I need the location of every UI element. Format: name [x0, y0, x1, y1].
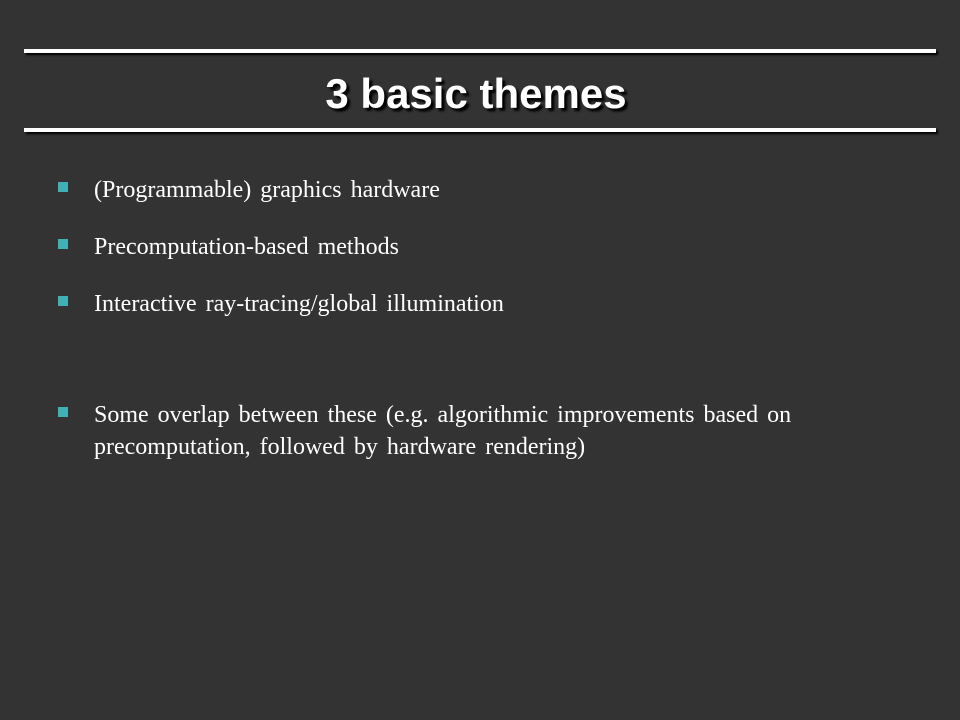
bullet-text: Precomputation-based methods [94, 234, 399, 260]
bullet-text: Interactive ray-tracing/global illumination [94, 291, 504, 317]
bullet-item-ray-tracing [58, 288, 878, 320]
title-top-rule [24, 49, 936, 53]
square-bullet-icon [58, 182, 68, 192]
bullet-list [58, 174, 878, 463]
square-bullet-icon [58, 407, 68, 417]
square-bullet-icon [58, 296, 68, 306]
bullet-text: Some overlap between these (e.g. algorithmic improvements based on precomputation, followed by hardware rendering) [94, 402, 792, 460]
bullet-item-overlap [58, 399, 878, 463]
bullet-item-graphics-hardware [58, 174, 878, 206]
slide-title: 3 basic themes [325, 70, 627, 117]
title-bottom-rule [24, 128, 936, 132]
square-bullet-icon [58, 239, 68, 249]
bullet-text: (Programmable) graphics hardware [94, 177, 440, 203]
bullet-item-precomputation [58, 231, 878, 263]
